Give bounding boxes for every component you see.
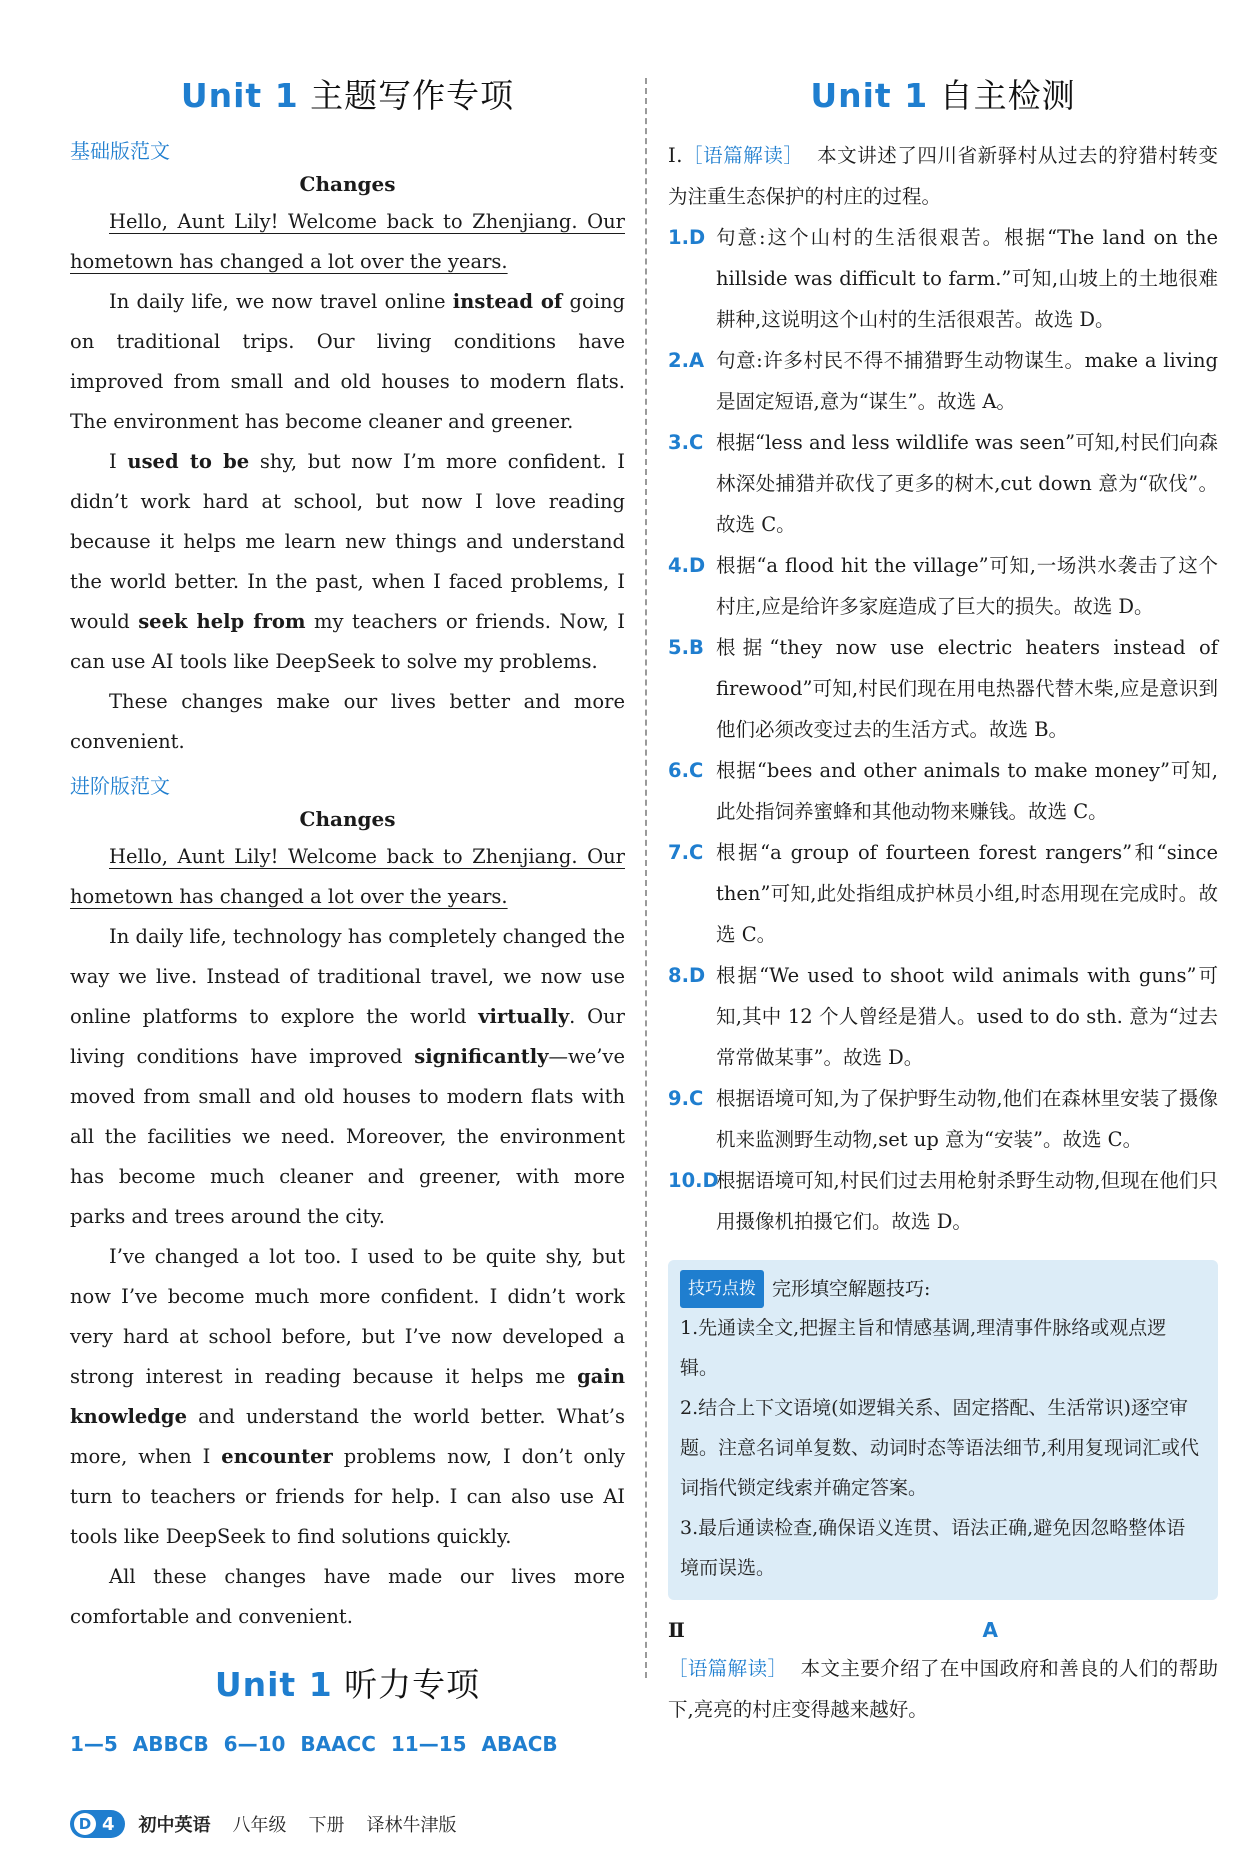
passage-two-intro [668, 1648, 1218, 1730]
basic-essay-title: Changes [299, 172, 396, 196]
answer-list [668, 217, 1218, 1242]
key-phrase: significantly [414, 1045, 549, 1068]
text: In daily life, we now travel online [109, 290, 453, 313]
page-footer [70, 1810, 479, 1838]
key-phrase: instead of [452, 290, 563, 313]
badge-letter: D [74, 1813, 96, 1835]
tips-box [668, 1260, 1218, 1600]
self-check-title [668, 70, 1218, 117]
answer-explanation: 根据“a flood hit the village”可知,一场洪水袭击了这个村庄,应是给许多家庭造成了巨大的损失。故选 D。 [716, 554, 1218, 618]
answer-item [668, 955, 1218, 1078]
advanced-essay-p3 [70, 1237, 625, 1557]
basic-essay-p1 [70, 202, 625, 282]
answer-number: 6.C [668, 759, 704, 782]
tip-item: 2.结合上下文语境(如逻辑关系、固定搭配、生活常识)逐空审题。注意名词单复数、动词时态等语法细节,利用复现词汇或代词指代锁定线索并确定答案。 [680, 1397, 1200, 1499]
passage-tag: ［语篇解读］ [668, 1657, 788, 1680]
answer-number: 9.C [668, 1087, 704, 1110]
text: I’ve changed a lot too. I used to be quite shy, but now I’ve become much more confident. I didn’t work very hard at school before, but I’ve now developed a strong interest in reading because it helps me [70, 1245, 625, 1388]
text: and understand the world better. What’s more, when I [70, 1405, 625, 1468]
answer-number: 5.B [668, 636, 704, 659]
left-column [70, 70, 625, 1756]
answer-item [668, 1078, 1218, 1160]
answer-item [668, 1160, 1218, 1242]
tip-item: 3.最后通读检查,确保语义连贯、语法正确,避免因忽略整体语境而误选。 [680, 1517, 1186, 1579]
part-number: Ⅰ. [668, 144, 683, 167]
text: . Our living conditions have improved [70, 1005, 625, 1068]
basic-essay-p3 [70, 442, 625, 682]
unit-label: Unit 1 [214, 1665, 333, 1704]
answer-explanation: 根据“they now use electric heaters instead of firewood”可知,村民们现在用电热器代替木柴,应是意识到他们必须改变过去的生活方式。故选 B。 [716, 636, 1218, 741]
answer-item [668, 627, 1218, 750]
text: problems now, I don’t only turn to teachers or friends for help. I can also use AI tools like DeepSeek to find solutions quickly. [70, 1445, 625, 1548]
basic-essay-label: 基础版范文 [70, 139, 170, 163]
section-name: 听力专项 [344, 1665, 481, 1704]
answer-number: 3.C [668, 431, 704, 454]
answer-number: 7.C [668, 841, 704, 864]
key-phrase: gain knowledge [70, 1365, 625, 1428]
answer-number: 1.D [668, 226, 706, 249]
answer-item [668, 340, 1218, 422]
page-number: 4 [102, 1813, 115, 1835]
answer-number: 10.D [668, 1169, 719, 1192]
answer-explanation: 根据“bees and other animals to make money”可知,此处指饲养蜜蜂和其他动物来赚钱。故选 C。 [716, 759, 1218, 823]
answer-explanation: 根据语境可知,为了保护野生动物,他们在森林里安装了摄像机来监测野生动物,set up 意为“安装”。故选 C。 [716, 1087, 1218, 1151]
answer-number: 2.A [668, 349, 705, 372]
section-name: 主题写作专项 [310, 76, 515, 115]
key-phrase: used to be [127, 450, 250, 473]
answer-item [668, 750, 1218, 832]
key-phrase: encounter [221, 1445, 333, 1468]
footer-volume: 下册 [308, 1815, 345, 1836]
answer-explanation: 根据“We used to shoot wild animals with guns”可知,其中 12 个人曾经是猎人。used to do sth. 意为“过去常常做某事”。故选 D。 [716, 964, 1218, 1069]
answer-explanation: 句意:许多村民不得不捕猎野生动物谋生。make a living 是固定短语,意为“谋生”。故选 A。 [716, 349, 1218, 413]
answer-explanation: 根据“a group of fourteen forest rangers”和“since then”可知,此处指组成护林员小组,时态用现在完成时。故选 C。 [716, 841, 1218, 946]
text: In daily life, technology has completely changed the way we live. Instead of traditional travel, we now use online platforms to explore the world [70, 925, 625, 1028]
tips-header [680, 1270, 1204, 1308]
text: shy, but now I’m more confident. I didn’t work hard at school, but now I love reading because it helps me learn new things and understand the world better. In the past, when I faced problems, I would [70, 450, 626, 633]
answer-item [668, 217, 1218, 340]
text: my teachers or friends. Now, I can use AI tools like DeepSeek to solve my problems. [70, 610, 625, 673]
intro-text: 本文主要介绍了在中国政府和善良的人们的帮助下,亮亮的村庄变得越来越好。 [668, 1657, 1218, 1721]
intro-text: 本文讲述了四川省新驿村从过去的狩猎村转变为注重生态保护的村庄的过程。 [668, 144, 1218, 208]
text: —we’ve moved from small and old houses to modern flats with all the facilities we need. Moreover, the environment has become much cleaner and greener, with more parks and trees around the city. [70, 1045, 625, 1228]
answer-explanation: 根据语境可知,村民们过去用枪射杀野生动物,但现在他们只用摄像机拍摄它们。故选 D。 [716, 1169, 1218, 1233]
answer-item [668, 832, 1218, 955]
unit-label: Unit 1 [180, 76, 299, 115]
passage-intro [668, 135, 1218, 217]
advanced-essay-p4: All these changes have made our lives more comfortable and convenient. [70, 1565, 625, 1628]
part-number: Ⅱ [668, 1618, 685, 1642]
page-number-badge [70, 1810, 125, 1838]
footer-edition: 译林牛津版 [366, 1815, 457, 1836]
basic-essay-p2 [70, 282, 625, 442]
listening-answers: 1—5 ABBCB 6—10 BAACC 11—15 ABACB [70, 1732, 558, 1756]
answer-number: 8.D [668, 964, 706, 987]
advanced-essay-title: Changes [299, 807, 396, 831]
advanced-essay-label: 进阶版范文 [70, 774, 170, 798]
writing-section-title [70, 70, 625, 117]
answer-number: 4.D [668, 554, 706, 577]
unit-label: Unit 1 [810, 76, 929, 115]
text: I [109, 450, 128, 473]
answer-explanation: 根据“less and less wildlife was seen”可知,村民们向森林深处捕猎并砍伐了更多的树木,cut down 意为“砍伐”。故选 C。 [716, 431, 1218, 536]
answer-item [668, 422, 1218, 545]
answer-item [668, 545, 1218, 627]
listening-section-title [70, 1659, 625, 1706]
tips-title: 完形填空解题技巧: [772, 1278, 931, 1300]
answer-explanation: 句意:这个山村的生活很艰苦。根据“The land on the hillside was difficult to farm.”可知,山坡上的土地很难耕种,这说明这个山村的生活很艰苦。故选 D。 [716, 226, 1218, 331]
tip-item: 1.先通读全文,把握主旨和情感基调,理清事件脉络或观点逻辑。 [680, 1317, 1167, 1379]
part-two-header [668, 1618, 1218, 1642]
column-divider [645, 78, 647, 1678]
footer-subject: 初中英语 [138, 1815, 211, 1836]
basic-p1-text: Hello, Aunt Lily! Welcome back to Zhenjiang. Our hometown has changed a lot over the years. [70, 210, 625, 273]
basic-essay-p4: These changes make our lives better and more convenient. [70, 690, 625, 753]
section-name: 自主检测 [939, 76, 1076, 115]
advanced-p1-text: Hello, Aunt Lily! Welcome back to Zhenjiang. Our hometown has changed a lot over the years. [70, 845, 625, 908]
passage-letter: A [982, 1618, 998, 1642]
footer-grade: 八年级 [232, 1815, 287, 1836]
key-phrase: seek help from [138, 610, 306, 633]
key-phrase: virtually [478, 1005, 570, 1028]
advanced-essay-p1 [70, 837, 625, 917]
tips-badge: 技巧点拨 [680, 1270, 764, 1308]
text: going on traditional trips. Our living conditions have improved from small and old houses to modern flats. The environment has become cleaner and greener. [70, 290, 626, 433]
right-column [668, 70, 1218, 1730]
passage-tag: ［语篇解读］ [682, 144, 804, 167]
advanced-essay-p2 [70, 917, 625, 1237]
